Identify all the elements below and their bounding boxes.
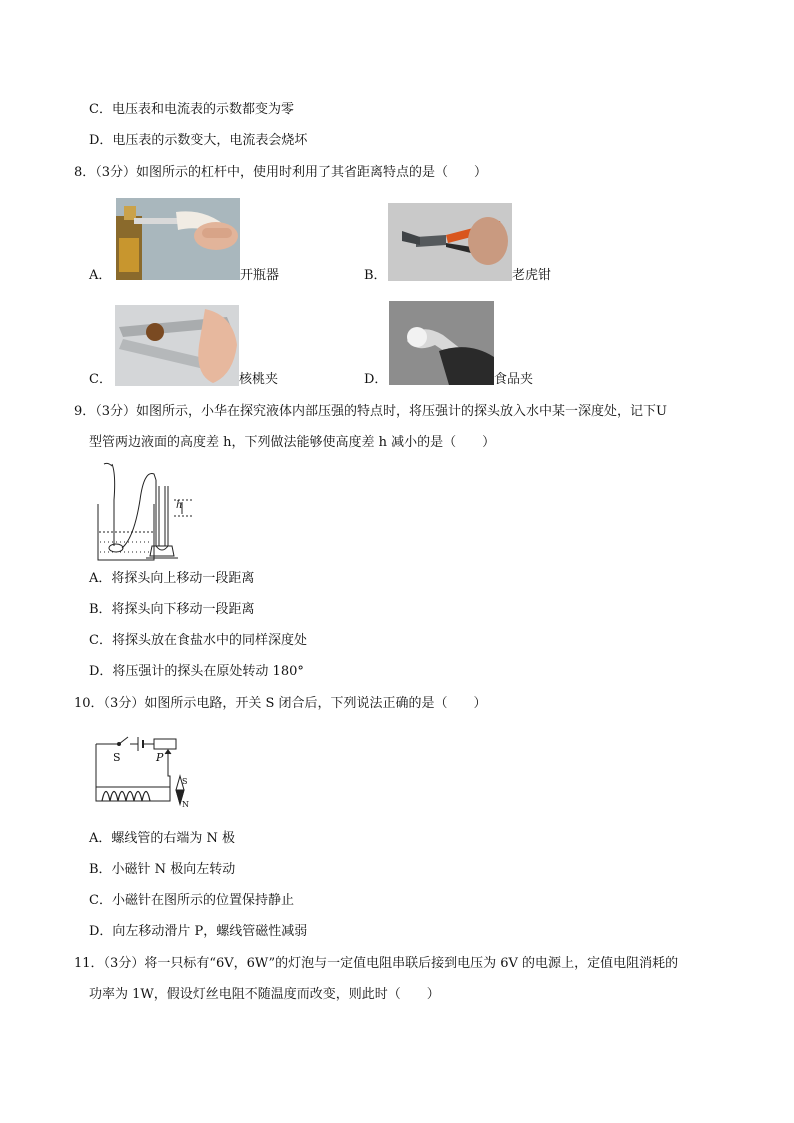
q11-stem-line2: 功率为 1W，假设灯丝电阻不随温度而改变，则此时（ ） [89,987,440,1002]
circuit-figure [88,732,198,812]
q9-option-b: B．将探头向下移动一段距离 [89,602,255,617]
q9-option-d: D．将压强计的探头在原处转动 180° [89,664,304,679]
needle-s-label: S [182,777,188,786]
q8-stem: 8．（3分）如图所示的杠杆中，使用时利用了其省距离特点的是（ ） [74,165,488,180]
gauge-height-label: h [176,500,183,511]
q9-option-a: A．将探头向上移动一段距离 [89,571,255,586]
q10-option-b: B．小磁针 N 极向左转动 [89,862,236,877]
needle-n-label: N [182,800,189,809]
q10-option-a: A．螺线管的右端为 N 极 [89,831,236,846]
q8-option-d-letter: D． [364,372,388,387]
q11-stem-line1: 11．（3分）将一只标有“6V，6W”的灯泡与一定值电阻串联后接到电压为 6V 的电源上，定值电阻消耗的 [74,956,679,971]
q9-stem-line2: 型管两边液面的高度差 h，下列做法能够使高度差 h 减小的是（ ） [89,435,496,450]
q10-option-c: C．小磁针在图所示的位置保持静止 [89,893,294,908]
q8-option-a-letter: A． [89,268,112,283]
pliers-image [388,203,512,281]
circuit-slider-label: P [156,751,164,764]
q9-option-c: C．将探头放在食盐水中的同样深度处 [89,633,307,648]
bottle-opener-image [116,198,240,280]
nutcracker-image [115,305,239,386]
circuit-switch-label: S [113,751,121,764]
q8-option-b-letter: B． [364,268,387,283]
q7-option-d: D．电压表的示数变大，电流表会烧坏 [89,133,308,148]
q8-option-c-caption: 核桃夹 [239,372,279,387]
q8-option-a-caption: 开瓶器 [240,268,280,283]
q10-option-d: D．向左移动滑片 P，螺线管磁性减弱 [89,924,308,939]
food-tongs-image [389,301,494,385]
q8-option-d-caption: 食品夹 [494,372,534,387]
q8-option-b-caption: 老虎钳 [512,268,552,283]
pressure-gauge-figure [92,460,200,564]
q7-option-c: C．电压表和电流表的示数都变为零 [89,102,294,117]
q10-stem: 10．（3分）如图所示电路，开关 S 闭合后，下列说法正确的是（ ） [74,696,487,711]
q8-option-c-letter: C． [89,372,112,387]
q9-stem-line1: 9．（3分）如图所示，小华在探究液体内部压强的特点时，将压强计的探头放入水中某一深度处，记下U [74,404,667,419]
